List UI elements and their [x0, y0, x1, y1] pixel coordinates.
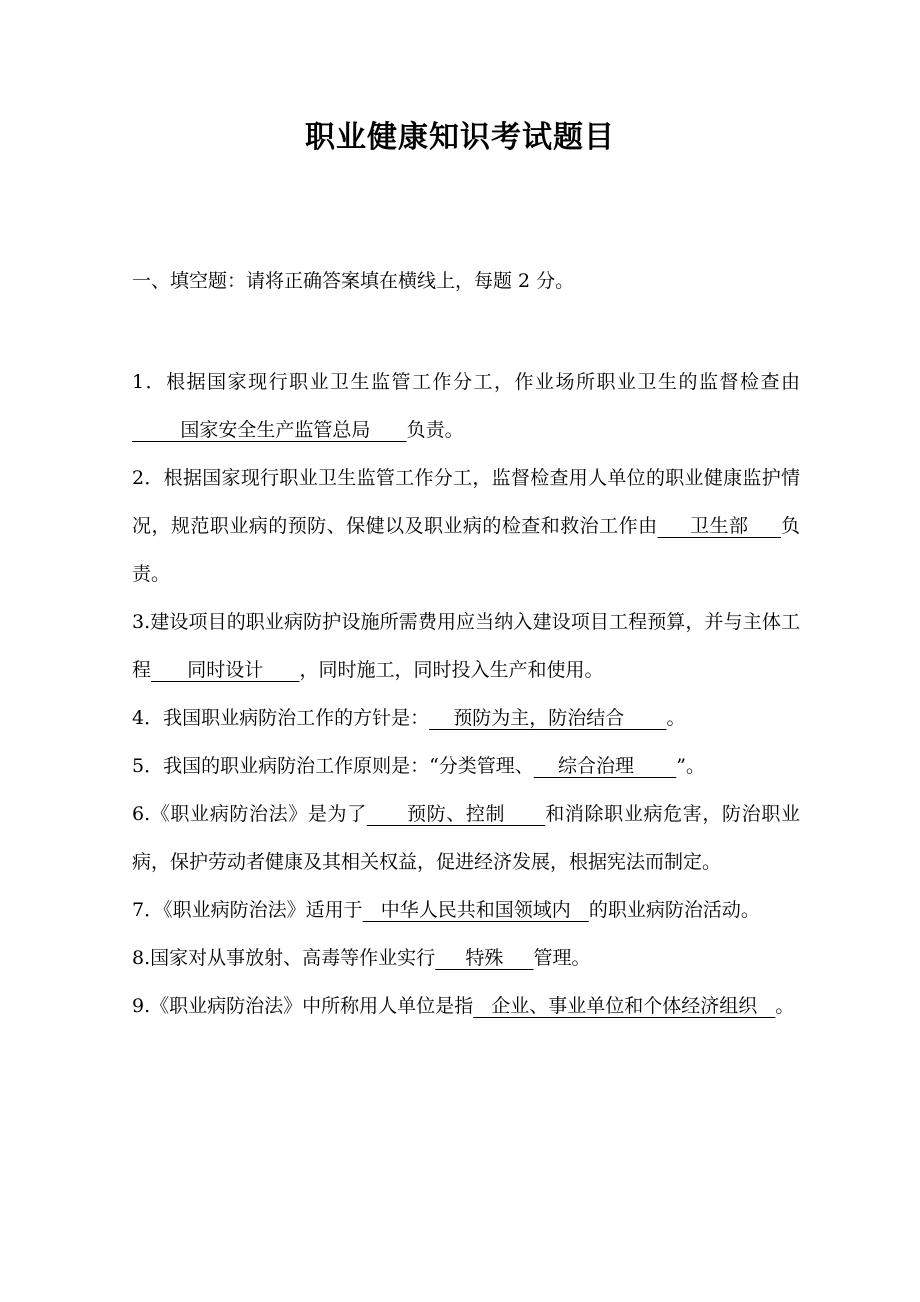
question-text: 3.建设项目的职业病防护设施所需费用应当纳入建设项目工程预算，并与主体工程	[132, 611, 800, 681]
question-item	[132, 694, 800, 742]
answer-blank: 预防为主，防治结合	[429, 707, 667, 729]
question-text-end: 。	[666, 707, 686, 729]
question-text: 6.《职业病防治法》是为了	[132, 803, 367, 825]
question-text-end: 。	[775, 995, 795, 1017]
question-item	[132, 358, 800, 454]
question-text-end: 管理。	[533, 947, 591, 969]
answer-blank: 国家安全生产监管总局	[132, 419, 407, 441]
question-text: 2．根据国家现行职业卫生监管工作分工，监督检查用人单位的职业健康监护情况，规范职业病的预防、保健以及职业病的检查和救治工作由	[132, 467, 800, 537]
answer-blank: 中华人民共和国领域内	[362, 899, 589, 921]
question-list	[132, 358, 800, 1030]
answer-blank: 同时设计	[151, 659, 300, 681]
question-text-end: ”。	[676, 755, 705, 777]
question-item	[132, 934, 800, 982]
question-text-end: ，同时施工，同时投入生产和使用。	[299, 659, 604, 681]
question-item	[132, 454, 800, 598]
question-text-end: 负责。	[132, 515, 800, 585]
question-item	[132, 790, 800, 886]
answer-blank: 预防、控制	[366, 803, 546, 825]
section-heading: 一、填空题：请将正确答案填在横线上，每题 2 分。	[132, 270, 575, 292]
question-text: 8.国家对从事放射、高毒等作业实行	[132, 947, 436, 969]
question-text-end: 的职业病防治活动。	[588, 899, 760, 921]
answer-blank: 企业、事业单位和个体经济组织	[473, 995, 776, 1017]
question-item	[132, 982, 800, 1030]
question-text: 1．根据国家现行职业卫生监管工作分工，作业场所职业卫生的监督检查由	[132, 371, 800, 393]
answer-blank: 特殊	[435, 947, 534, 969]
answer-blank: 卫生部	[657, 515, 781, 537]
question-text-end: 负责。	[406, 419, 464, 441]
question-text: 5．我国的职业病防治工作原则是：“分类管理、	[132, 755, 534, 777]
question-item	[132, 886, 800, 934]
question-text: 4．我国职业病防治工作的方针是：	[132, 707, 430, 729]
document-title: 职业健康知识考试题目	[305, 120, 615, 155]
question-item	[132, 598, 800, 694]
question-text: 7．《职业病防治法》适用于	[132, 899, 363, 921]
question-text-end: 和消除职业病危害，防治职业病，保护劳动者健康及其相关权益，促进经济发展，根据宪法而制定。	[132, 803, 800, 873]
answer-blank: 综合治理	[533, 755, 677, 777]
question-text: 9.《职业病防治法》中所称用人单位是指	[132, 995, 474, 1017]
question-item	[132, 742, 800, 790]
